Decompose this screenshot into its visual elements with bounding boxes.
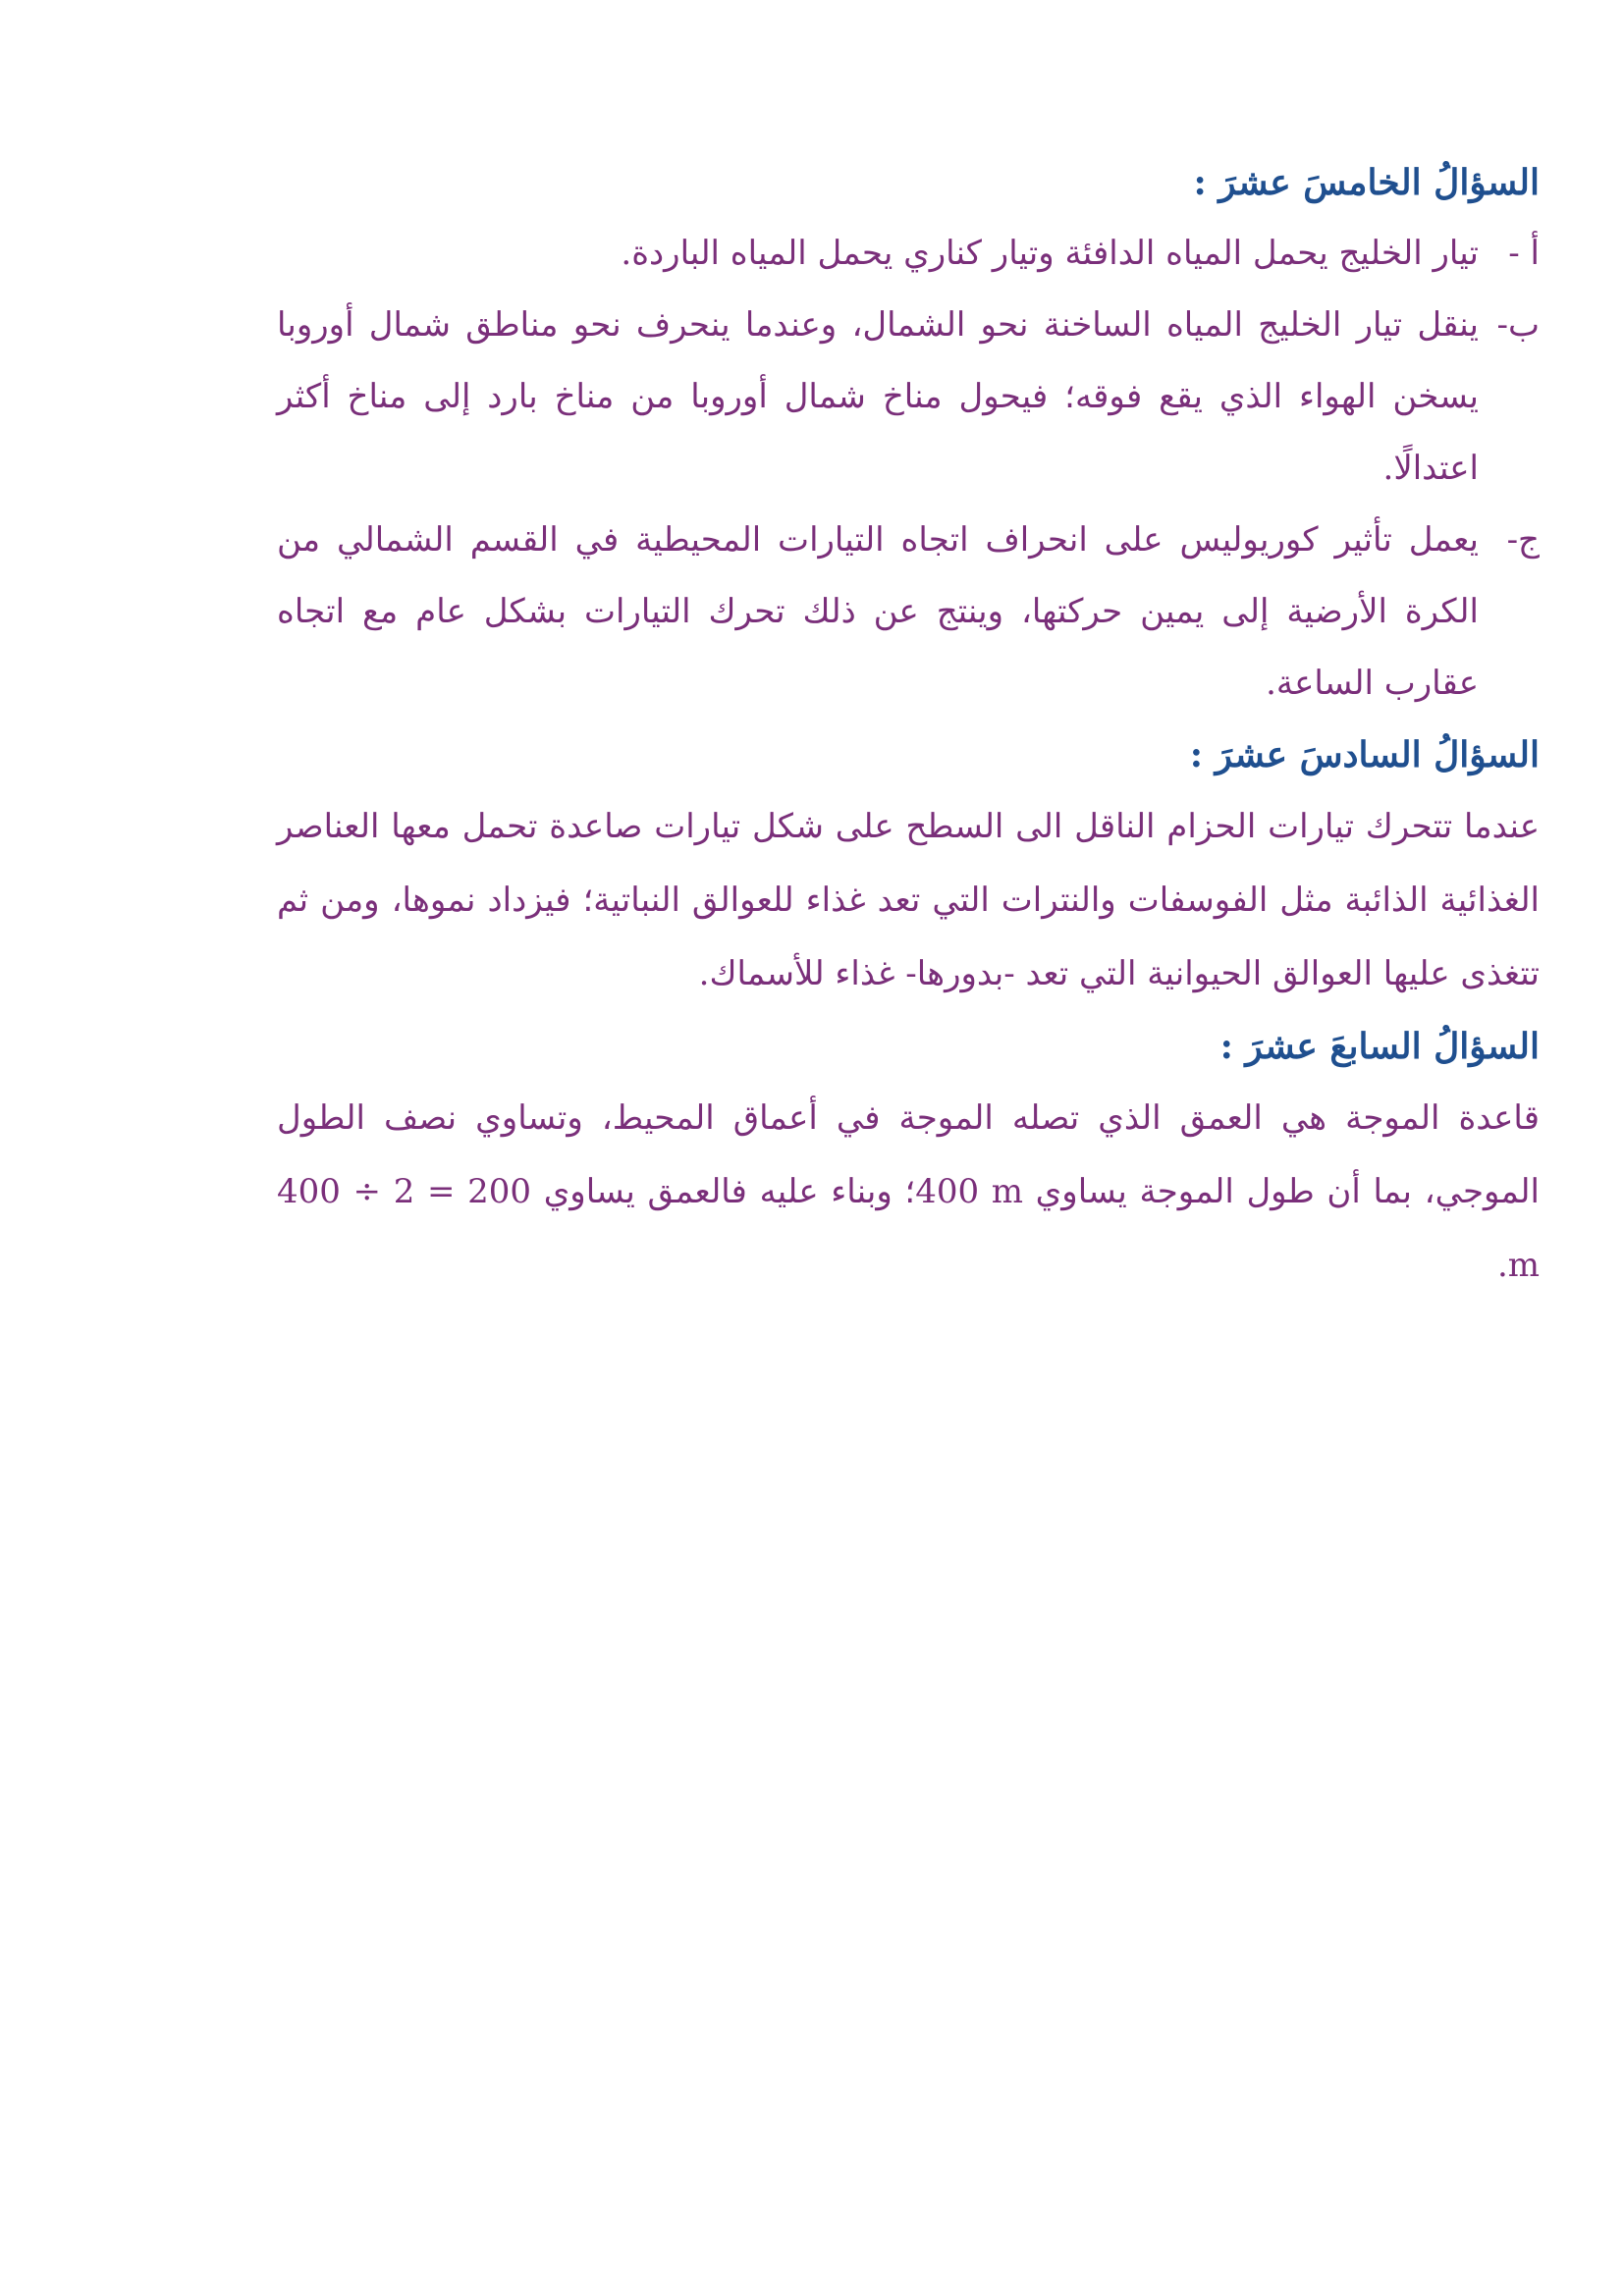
q16-title: السؤالُ السادسَ عشرَ :: [1189, 734, 1540, 775]
q17-end-mark: .: [1496, 1246, 1508, 1285]
q17-calculation: 400 ÷ 2 = 200 m: [277, 1172, 1540, 1285]
item-text: يعمل تأثير كوريوليس على انحراف اتجاه التيارات المحيطية في القسم الشمالي من الكرة الأرضية إلى يمين حركتها، وينتج عن ذلك تحرك التيارات بشكل عام مع اتجاه عقارب الساعة.: [277, 520, 1479, 703]
item-marker: أ -: [1508, 234, 1540, 273]
q17-title: السؤالُ السابعَ عشرَ :: [1219, 1026, 1540, 1067]
item-text: تيار الخليج يحمل المياه الدافئة وتيار كناري يحمل المياه الباردة.: [621, 234, 1479, 273]
q15-item-a: [277, 218, 1540, 290]
answer-page: [277, 147, 1540, 1303]
q15-item-b: [277, 290, 1540, 505]
q15-item-c: [277, 505, 1540, 720]
q15-title: السؤالُ الخامسَ عشرَ :: [1193, 162, 1540, 203]
item-text: ينقل تيار الخليج المياه الساخنة نحو الشمال، وعندما ينحرف نحو مناطق شمال أوروبا يسخن الهواء الذي يقع فوقه؛ فيحول مناخ شمال أوروبا من مناخ بارد إلى مناخ أكثر اعتدالًا.: [277, 305, 1479, 488]
item-marker: ب-: [1496, 305, 1540, 345]
q17-text-part2: ؛ وبناء عليه فالعمق يساوي: [543, 1172, 916, 1211]
q17-text-part1: قاعدة الموجة هي العمق الذي تصله الموجة في أعماق المحيط، وتساوي نصف الطول الموجي، بما أن طول الموجة يساوي: [277, 1098, 1540, 1211]
q17-wavelength-value: 400 m: [915, 1172, 1024, 1211]
q17-answer-text: [277, 1082, 1540, 1303]
q16-answer-text: عندما تتحرك تيارات الحزام الناقل الى السطح على شكل تيارات صاعدة تحمل معها العناصر الغذائية الذائبة مثل الفوسفات والنترات التي تعد غذاء للعوالق النباتية؛ فيزداد نموها، ومن ثم تتغذى عليها العوالق الحيوانية التي تعد -بدورها- غذاء للأسماك.: [277, 807, 1540, 993]
q15-answer-list: [277, 218, 1540, 720]
item-marker: ج-: [1506, 520, 1540, 560]
